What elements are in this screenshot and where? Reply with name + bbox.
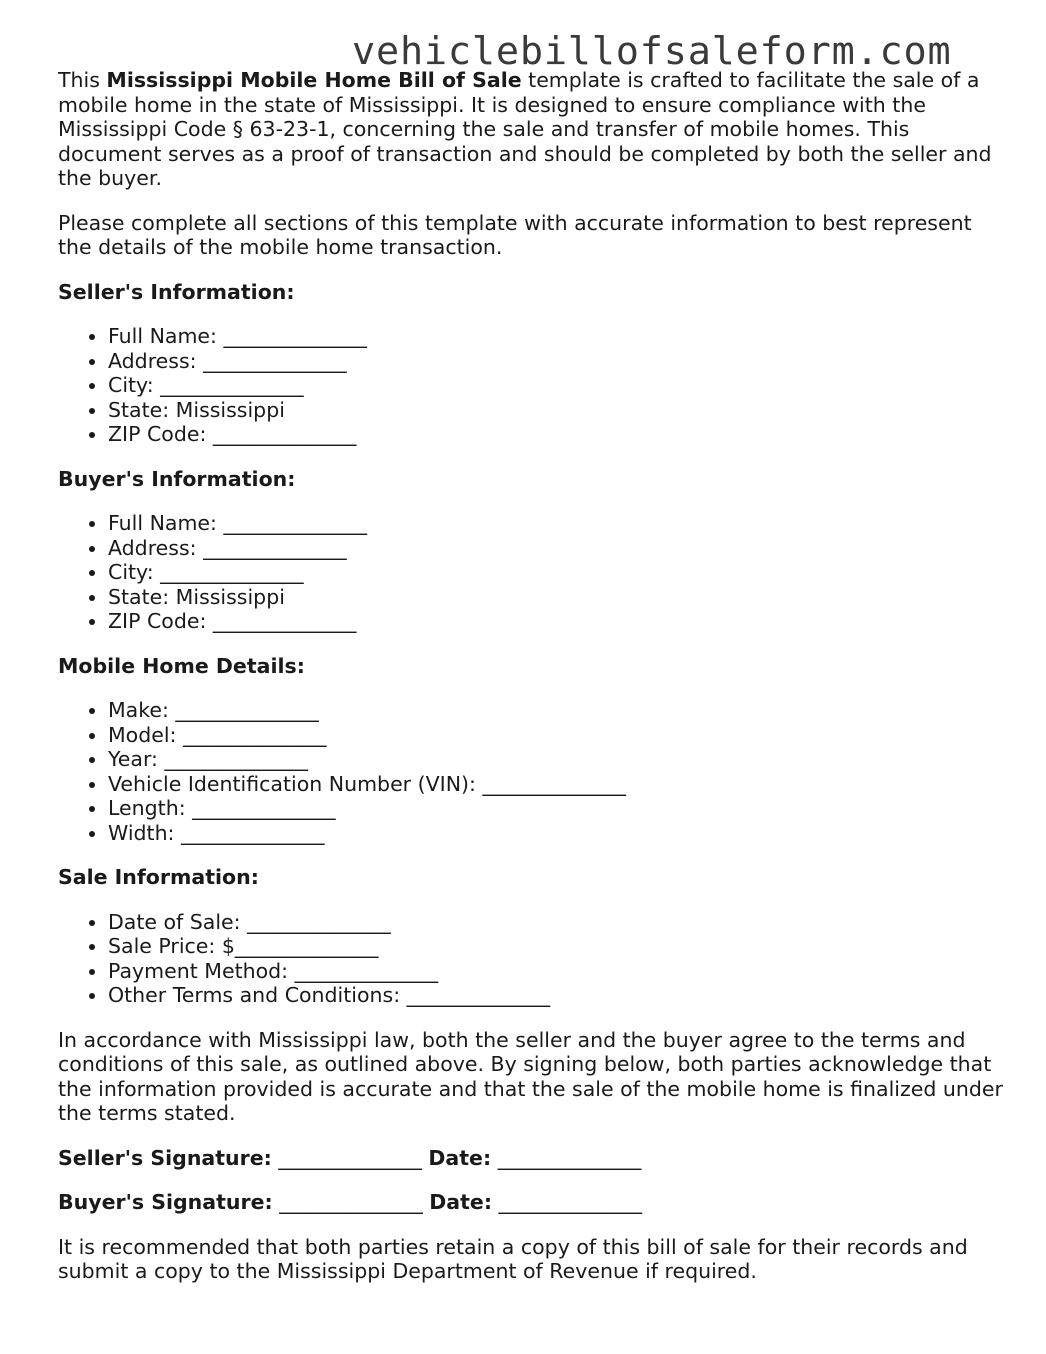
vin-field[interactable]: • Vehicle Identification Number (VIN): ______________ [108,772,1008,797]
seller-signature-line [58,1146,1008,1171]
date-of-sale-field[interactable]: • Date of Sale: ______________ [108,910,1008,935]
buyer-fields-list [58,511,1008,634]
intro-suffix: template is crafted to facilitate the sale of a mobile home in the state of Mississippi. It is designed to ensure compliance with the Mississippi Code § 63-23-1, concerning the sale and transfer of mobile homes. This document serves as a proof of transaction and should be completed by both the seller and the buyer. [58,68,992,190]
payment-method-field[interactable]: • Payment Method: ______________ [108,959,1008,984]
site-watermark: vehiclebillofsaleform.com [352,29,952,74]
seller-fields-list [58,324,1008,447]
instructions-paragraph: Please complete all sections of this template with accurate information to best represent the details of the mobile home transaction. [58,210,972,259]
seller-city-field[interactable]: • City: ______________ [108,373,1008,398]
seller-zip-field[interactable]: • ZIP Code: ______________ [108,422,1008,447]
seller-full-name-field[interactable]: • Full Name: ______________ [108,324,1008,349]
document-title: Mississippi Mobile Home Bill of Sale [106,68,522,92]
seller-heading: Seller's Information: [58,279,295,304]
buyer-date-blank[interactable]: ______________ [492,1190,643,1214]
seller-state-field: • State: Mississippi [108,398,1008,423]
sale-heading: Sale Information: [58,865,259,889]
seller-address-field[interactable]: • Address: ______________ [108,349,1008,374]
seller-date-label: Date: [428,1145,492,1170]
buyer-city-field[interactable]: • City: ______________ [108,560,1008,585]
document-body [58,68,1008,1284]
sale-fields-list [58,910,1008,1008]
buyer-state-field: • State: Mississippi [108,585,1008,610]
sale-price-field[interactable]: • Sale Price: $______________ [108,934,1008,959]
model-field[interactable]: • Model: ______________ [108,723,1008,748]
intro-prefix: This [58,68,107,92]
width-field[interactable]: • Width: ______________ [108,821,1008,846]
seller-signature-label: Seller's Signature: [58,1145,272,1170]
mobile-home-fields-list [58,698,1008,845]
buyer-heading: Buyer's Information: [58,466,296,491]
agreement-paragraph: In accordance with Mississippi law, both the seller and the buyer agree to the terms and conditions of this sale, as outlined above. By signing below, both parties acknowledge that the information provided is accurate and that the sale of the mobile home is finalized under the terms stated. [58,1027,1003,1125]
make-field[interactable]: • Make: ______________ [108,698,1008,723]
intro-paragraph [58,68,1008,191]
buyer-address-field[interactable]: • Address: ______________ [108,536,1008,561]
buyer-signature-blank[interactable]: ______________ [272,1190,430,1214]
buyer-zip-field[interactable]: • ZIP Code: ______________ [108,609,1008,634]
year-field[interactable]: • Year: ______________ [108,747,1008,772]
length-field[interactable]: • Length: ______________ [108,796,1008,821]
mobile-home-heading: Mobile Home Details: [58,653,305,678]
buyer-signature-line [58,1190,1008,1215]
other-terms-field[interactable]: • Other Terms and Conditions: ______________ [108,983,1008,1008]
seller-date-blank[interactable]: ______________ [491,1145,642,1170]
seller-signature-blank[interactable]: ______________ [271,1145,429,1170]
closing-paragraph: It is recommended that both parties retain a copy of this bill of sale for their records and submit a copy to the Mississippi Department of Revenue if required. [58,1234,968,1283]
buyer-signature-label: Buyer's Signature: [58,1190,273,1214]
buyer-date-label: Date: [429,1190,493,1214]
buyer-full-name-field[interactable]: • Full Name: ______________ [108,511,1008,536]
